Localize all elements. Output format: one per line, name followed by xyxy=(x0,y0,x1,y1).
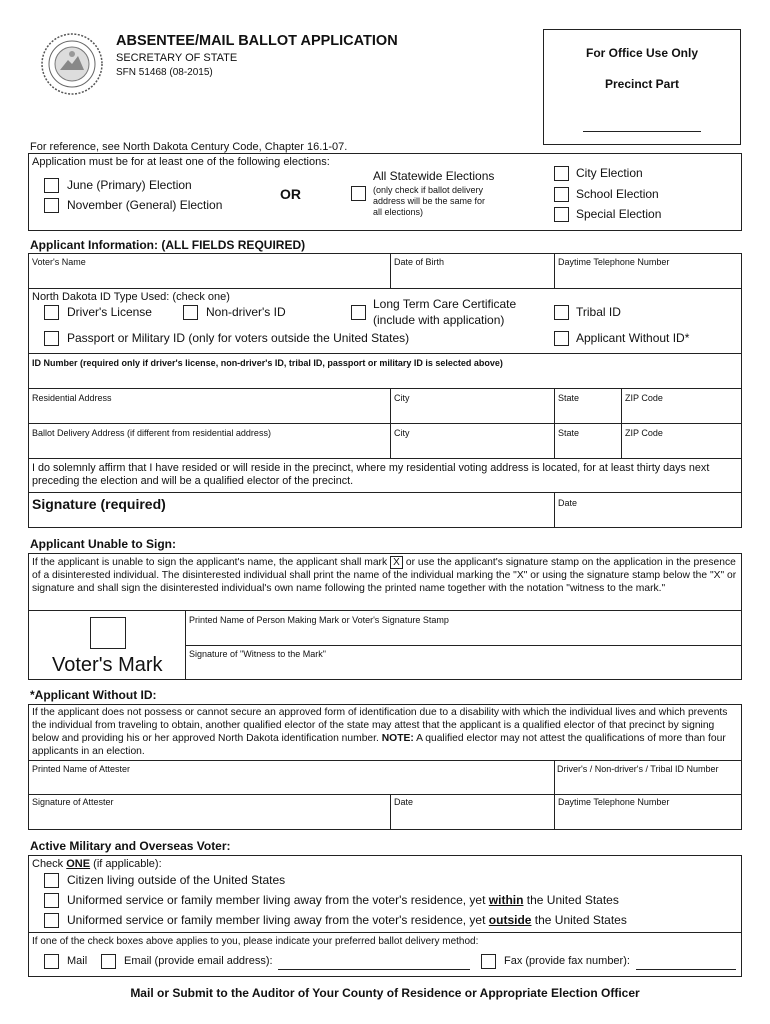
reference-text: For reference, see North Dakota Century Code, Chapter 16.1-07. xyxy=(30,141,348,153)
opt3-emphasis: outside xyxy=(488,913,532,927)
mail-delivery-checkbox[interactable] xyxy=(44,954,59,969)
state-seal-icon xyxy=(40,32,104,96)
applicant-without-id-label: Applicant Without ID* xyxy=(576,331,690,345)
school-election-checkbox[interactable] xyxy=(554,187,569,202)
signature-date-field[interactable]: Date xyxy=(558,498,578,508)
long-term-care-checkbox[interactable] xyxy=(351,305,366,320)
check-one-post: (if applicable): xyxy=(90,858,162,870)
passport-military-checkbox[interactable] xyxy=(44,331,59,346)
applicant-info-heading: Applicant Information: (ALL FIELDS REQUIRED) xyxy=(30,238,306,252)
printed-name-mark-field[interactable]: Printed Name of Person Making Mark or Voter's Signature Stamp xyxy=(189,615,449,625)
special-election-checkbox[interactable] xyxy=(554,207,569,222)
attester-phone-field[interactable]: Daytime Telephone Number xyxy=(558,797,670,807)
precinct-part-label: Precinct Part xyxy=(604,77,680,91)
tribal-id-checkbox[interactable] xyxy=(554,305,569,320)
attester-signature-field[interactable]: Signature of Attester xyxy=(32,797,114,807)
applicant-without-id-checkbox[interactable] xyxy=(554,331,569,346)
office-use-title: For Office Use Only xyxy=(585,46,699,60)
fax-delivery-checkbox[interactable] xyxy=(481,954,496,969)
uniformed-within-us-label xyxy=(67,893,619,907)
unable-to-sign-text xyxy=(32,556,740,595)
id-number-field[interactable]: ID Number (required only if driver's license, non-driver's ID, tribal ID, passport or military ID is selected above) xyxy=(32,358,503,368)
citizen-outside-us-label: Citizen living outside of the United States xyxy=(67,873,286,887)
fax-number-field[interactable] xyxy=(636,969,736,970)
unable-text-part-a: If the applicant is unable to sign the applicant's name, the applicant shall mark xyxy=(32,557,388,568)
non-drivers-id-checkbox[interactable] xyxy=(183,305,198,320)
mail-delivery-label: Mail xyxy=(67,955,88,967)
uniformed-outside-us-label xyxy=(67,913,627,927)
check-one-label xyxy=(32,858,162,870)
without-id-heading: *Applicant Without ID: xyxy=(30,688,157,702)
email-delivery-checkbox[interactable] xyxy=(101,954,116,969)
without-id-text-a: If the applicant does not possess or cannot secure an approved form of identification due to a disability with which the individual lives and which prevents the individual from traveling to obtain, another qualified elector of the state may attest that the applicant is a qualified elector of that precinct by signing below and providing his or her approved North Dakota identification number. xyxy=(32,707,728,744)
submission-instructions: Mail or Submit to the Auditor of Your County of Residence or Appropriate Election Officer xyxy=(130,986,640,1000)
ballot-delivery-state-field[interactable]: State xyxy=(558,428,580,438)
all-statewide-note-1: (only check if ballot delivery xyxy=(373,185,484,195)
all-statewide-note-3: all elections) xyxy=(373,207,424,217)
check-one-pre: Check xyxy=(32,858,67,870)
precinct-part-field[interactable] xyxy=(583,131,701,132)
email-delivery-label: Email (provide email address): xyxy=(124,955,273,967)
opt2-post: the United States xyxy=(523,893,619,907)
non-drivers-id-label: Non-driver's ID xyxy=(206,305,286,319)
form-title: ABSENTEE/MAIL BALLOT APPLICATION xyxy=(116,33,398,49)
residential-zip-field[interactable]: ZIP Code xyxy=(625,393,663,403)
fax-delivery-label: Fax (provide fax number): xyxy=(504,955,630,967)
ballot-delivery-address-field[interactable]: Ballot Delivery Address (if different from residential address) xyxy=(32,428,271,438)
or-label: OR xyxy=(280,186,301,202)
attester-id-number-field[interactable]: Driver's / Non-driver's / Tribal ID Number xyxy=(557,764,719,774)
without-id-text-b: A qualified elector may not attest the qualifications of more than four applicants in an election. xyxy=(32,733,726,757)
opt2-pre: Uniformed service or family member living away from the voter's residence, yet xyxy=(67,893,489,907)
drivers-license-checkbox[interactable] xyxy=(44,305,59,320)
witness-signature-field[interactable]: Signature of "Witness to the Mark" xyxy=(189,649,326,659)
long-term-care-note: (include with application) xyxy=(373,313,505,327)
june-election-checkbox[interactable] xyxy=(44,178,59,193)
all-statewide-checkbox[interactable] xyxy=(351,186,366,201)
elections-intro: Application must be for at least one of the following elections: xyxy=(32,156,330,168)
residential-state-field[interactable]: State xyxy=(558,393,580,403)
form-number: SFN 51468 (08-2015) xyxy=(116,67,213,78)
november-election-label: November (General) Election xyxy=(67,198,223,212)
drivers-license-label: Driver's License xyxy=(67,305,152,319)
unable-text-part-b: or use the applicant's signature stamp on the application in the presence of a disinterested individual. The disinterested individual shall print the name of the individual marking the "X" or using the signature stamp below the "X" or signature and shall sign the disinterested individual's own name following the printed name together with the notation "witness to the mark." xyxy=(32,557,737,594)
all-statewide-label: All Statewide Elections xyxy=(373,169,495,183)
attester-date-field[interactable]: Date xyxy=(394,797,414,807)
signature-field[interactable]: Signature (required) xyxy=(32,496,166,512)
opt2-emphasis: within xyxy=(488,893,524,907)
voters-mark-label: Voter's Mark xyxy=(52,654,163,676)
military-heading: Active Military and Overseas Voter: xyxy=(30,839,231,853)
city-election-checkbox[interactable] xyxy=(554,166,569,181)
x-mark-box: X xyxy=(390,556,403,569)
long-term-care-label: Long Term Care Certificate xyxy=(373,297,517,311)
check-one-emphasis: ONE xyxy=(66,858,91,870)
ballot-delivery-zip-field[interactable]: ZIP Code xyxy=(625,428,663,438)
form-subtitle: SECRETARY OF STATE xyxy=(116,52,238,64)
opt3-pre: Uniformed service or family member living away from the voter's residence, yet xyxy=(67,913,489,927)
attester-name-field[interactable]: Printed Name of Attester xyxy=(32,764,131,774)
june-election-label: June (Primary) Election xyxy=(67,178,192,192)
note-label: NOTE: xyxy=(381,733,414,744)
delivery-method-prompt: If one of the check boxes above applies to you, please indicate your preferred ballot delivery method: xyxy=(32,936,479,947)
voter-name-field[interactable]: Voter's Name xyxy=(32,257,86,267)
city-election-label: City Election xyxy=(576,166,643,180)
id-type-label: North Dakota ID Type Used: (check one) xyxy=(32,291,230,303)
special-election-label: Special Election xyxy=(576,207,662,221)
daytime-phone-field[interactable]: Daytime Telephone Number xyxy=(558,257,670,267)
residential-address-field[interactable]: Residential Address xyxy=(32,393,112,403)
ballot-delivery-city-field[interactable]: City xyxy=(394,428,410,438)
tribal-id-label: Tribal ID xyxy=(576,305,621,319)
date-of-birth-field[interactable]: Date of Birth xyxy=(394,257,445,267)
uniformed-within-us-checkbox[interactable] xyxy=(44,893,59,908)
school-election-label: School Election xyxy=(576,187,659,201)
unable-to-sign-heading: Applicant Unable to Sign: xyxy=(30,537,176,551)
citizen-outside-us-checkbox[interactable] xyxy=(44,873,59,888)
november-election-checkbox[interactable] xyxy=(44,198,59,213)
residential-city-field[interactable]: City xyxy=(394,393,410,403)
uniformed-outside-us-checkbox[interactable] xyxy=(44,913,59,928)
email-address-field[interactable] xyxy=(278,969,470,970)
opt3-post: the United States xyxy=(531,913,627,927)
passport-military-label: Passport or Military ID (only for voters outside the United States) xyxy=(67,331,410,345)
voters-mark-box[interactable] xyxy=(90,617,126,649)
all-statewide-note-2: address will be the same for xyxy=(373,196,486,206)
without-id-text xyxy=(32,706,738,758)
affirmation-text: I do solemnly affirm that I have resided or will reside in the precinct, where my residential voting address is located, for at least thirty days next preceding the election and will be a qualified elector of the precinct. xyxy=(32,462,710,487)
